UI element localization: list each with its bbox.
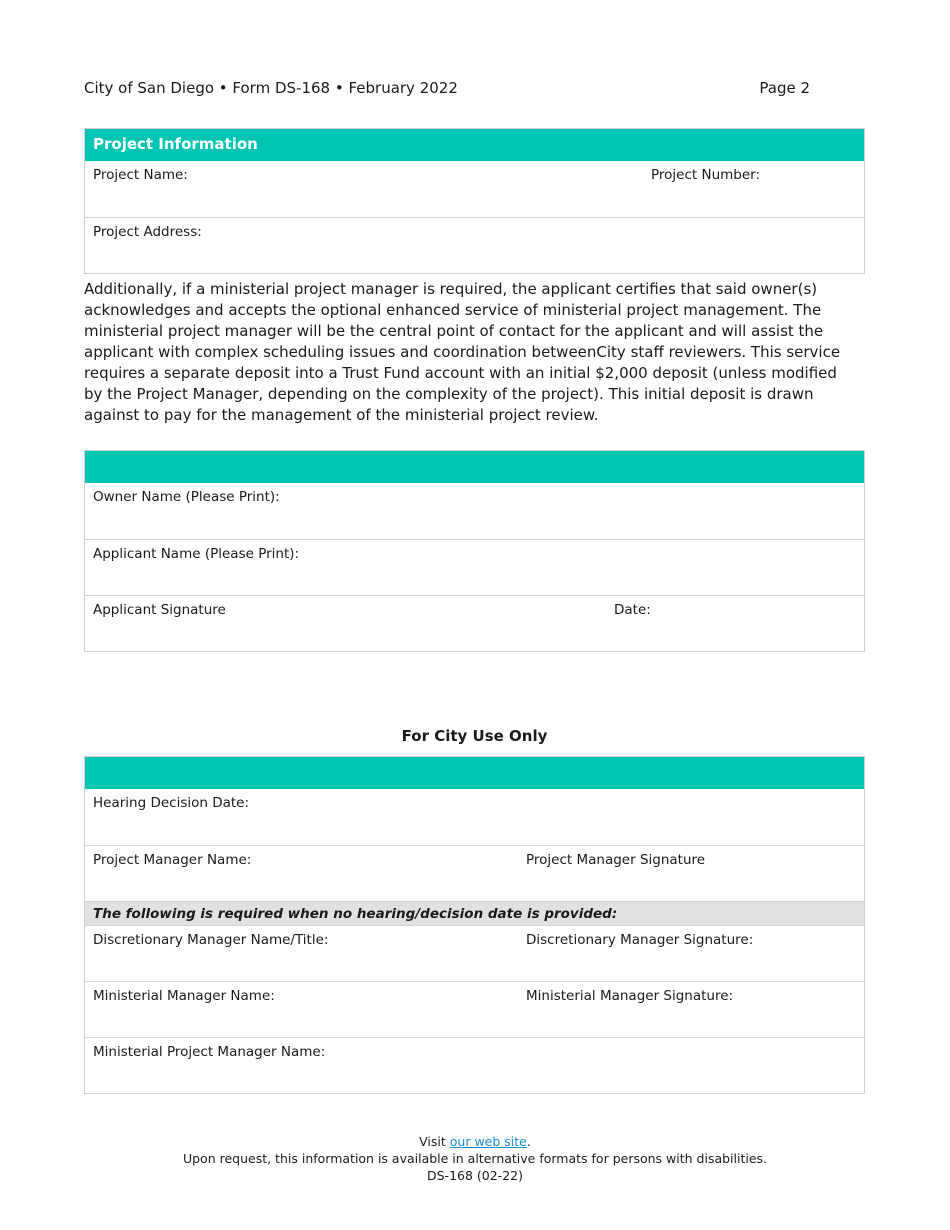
footer-visit-line (0, 1133, 950, 1150)
project-manager-row[interactable] (85, 845, 864, 901)
hearing-decision-date-row[interactable] (85, 789, 864, 845)
applicant-signature-label: Applicant Signature (93, 602, 226, 618)
ministerial-manager-signature-label: Ministerial Manager Signature: (526, 988, 734, 1004)
ministerial-manager-row[interactable] (85, 981, 864, 1037)
section-header-bar (85, 451, 864, 483)
certification-paragraph: Additionally, if a ministerial project manager is required, the applicant certifies that said owner(s) acknowledges and accepts the optional enhanced service of ministerial project management. The ministerial project manager will be the central point of contact for the applicant and will assist the applicant with complex scheduling issues and coordination betweenCity staff reviewers. This service requires a separate deposit into a Trust Fund account with an initial $2,000 deposit (unless modified by the Project Manager, depending on the complexity of the project). This initial deposit is drawn against to pay for the management of the ministerial project review. (84, 280, 841, 424)
required-note: The following is required when no hearing/decision date is provided: (85, 901, 864, 925)
form-code: DS-168 (02-22) (427, 1168, 523, 1183)
signature-section (84, 450, 865, 652)
hearing-decision-date-label: Hearing Decision Date: (93, 795, 250, 811)
project-address-row[interactable] (85, 217, 864, 273)
project-name-row[interactable] (85, 161, 864, 217)
applicant-signature-row[interactable] (85, 595, 864, 651)
web-site-link[interactable]: our web site (449, 1134, 527, 1149)
project-address-label: Project Address: (93, 224, 202, 240)
visit-prefix: Visit (419, 1134, 450, 1149)
page-footer (0, 1133, 950, 1184)
section-header-bar (85, 129, 864, 161)
date-label: Date: (614, 602, 651, 618)
accessibility-note: Upon request, this information is available in alternative formats for persons with disabilities. (182, 1151, 768, 1166)
project-number-label: Project Number: (651, 167, 761, 183)
owner-name-row[interactable] (85, 483, 864, 539)
section-title: Project Information (93, 135, 258, 153)
applicant-name-row[interactable] (85, 539, 864, 595)
visit-suffix: . (526, 1134, 531, 1149)
owner-name-label: Owner Name (Please Print): (93, 489, 280, 505)
project-information-section (84, 128, 865, 274)
ministerial-project-manager-row[interactable] (85, 1037, 864, 1093)
section-header-bar (85, 757, 864, 789)
project-manager-name-label: Project Manager Name: (93, 852, 252, 868)
ministerial-project-manager-name-label: Ministerial Project Manager Name: (93, 1044, 326, 1060)
project-name-label: Project Name: (93, 167, 188, 183)
header-form-title: City of San Diego • Form DS-168 • February 2022 (84, 79, 458, 97)
city-use-heading: For City Use Only (401, 727, 548, 745)
discretionary-manager-signature-label: Discretionary Manager Signature: (526, 932, 754, 948)
header-page-number: Page 2 (759, 79, 810, 97)
project-manager-signature-label: Project Manager Signature (526, 852, 706, 868)
city-use-section (84, 756, 865, 1094)
ministerial-manager-name-label: Ministerial Manager Name: (93, 988, 275, 1004)
discretionary-manager-name-label: Discretionary Manager Name/Title: (93, 932, 329, 948)
discretionary-manager-row[interactable] (85, 925, 864, 981)
applicant-name-label: Applicant Name (Please Print): (93, 546, 300, 562)
